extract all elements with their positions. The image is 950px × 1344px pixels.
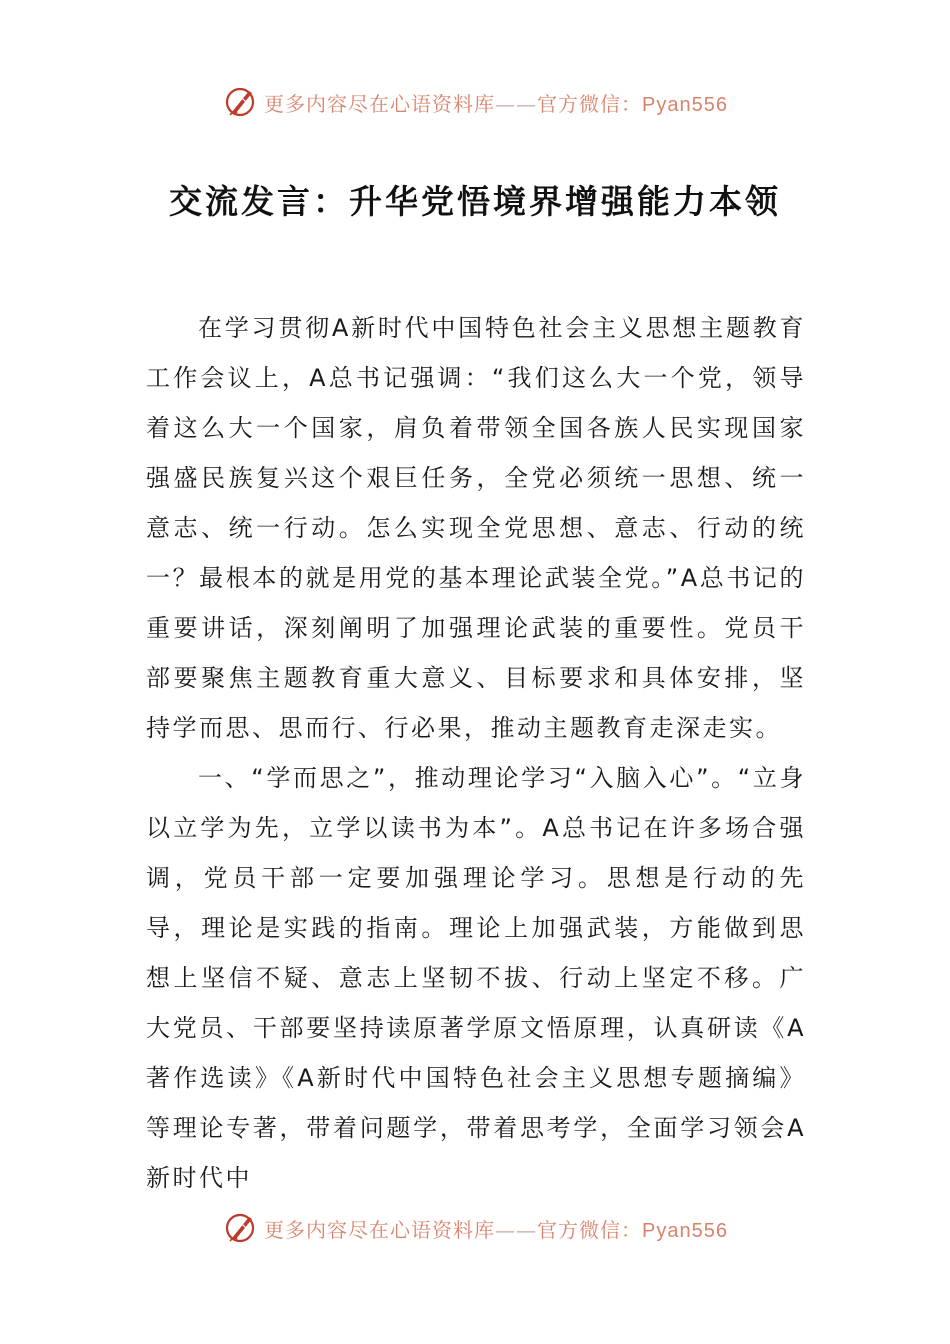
watermark-site-text: 更多内容尽在心语资料库: [264, 91, 496, 116]
watermark-separator: ——: [495, 1217, 538, 1242]
paragraph-section-one: 一、“学而思之”，推动理论学习“入脑入心”。“立身以立学为先，立学以读书为本”。A总书记在许多场合强调，党员干部一定要加强理论学习。思想是行动的先导，理论是实践的指南。理论上加强武装，方能做到思想上坚信不疑、意志上坚韧不拔、行动上坚定不移。广大党员、干部要坚持读原著学原文悟原理，认真研读《A著作选读》《A新时代中国特色社会主义思想专题摘编》等理论专著，带着问题学，带着思考学，全面学习领会A新时代中: [146, 764, 806, 1192]
header-watermark: [0, 82, 950, 122]
footer-watermark: [0, 1208, 950, 1248]
watermark-official-label: 官方微信：: [537, 91, 643, 116]
watermark-text: [264, 1214, 728, 1243]
watermark-separator: ——: [495, 91, 538, 116]
quill-pen-logo-icon: [222, 1210, 258, 1246]
paragraph-intro: 在学习贯彻A新时代中国特色社会主义思想主题教育工作会议上，A总书记强调：“我们这么大一个党，领导着这么大一个国家，肩负着带领全国各族人民实现国家强盛民族复兴这个艰巨任务，全党必须统一思想、统一意志、统一行动。怎么实现全党思想、意志、行动的统一？最根本的就是用党的基本理论武装全党。”A总书记的重要讲话，深刻阐明了加强理论武装的重要性。党员干部要聚焦主题教育重大意义、目标要求和具体安排，坚持学而思、思而行、行必果，推动主题教育走深走实。: [146, 314, 806, 742]
watermark-text: [264, 88, 728, 117]
watermark-wechat-id: Pyan556: [642, 93, 728, 116]
watermark-official-label: 官方微信：: [537, 1217, 643, 1242]
quill-pen-logo-icon: [222, 84, 258, 120]
document-title: 交流发言：升华党悟境界增强能力本领: [169, 182, 781, 221]
document-body: [146, 303, 806, 1203]
watermark-site-text: 更多内容尽在心语资料库: [264, 1217, 496, 1242]
watermark-wechat-id: Pyan556: [642, 1219, 728, 1242]
